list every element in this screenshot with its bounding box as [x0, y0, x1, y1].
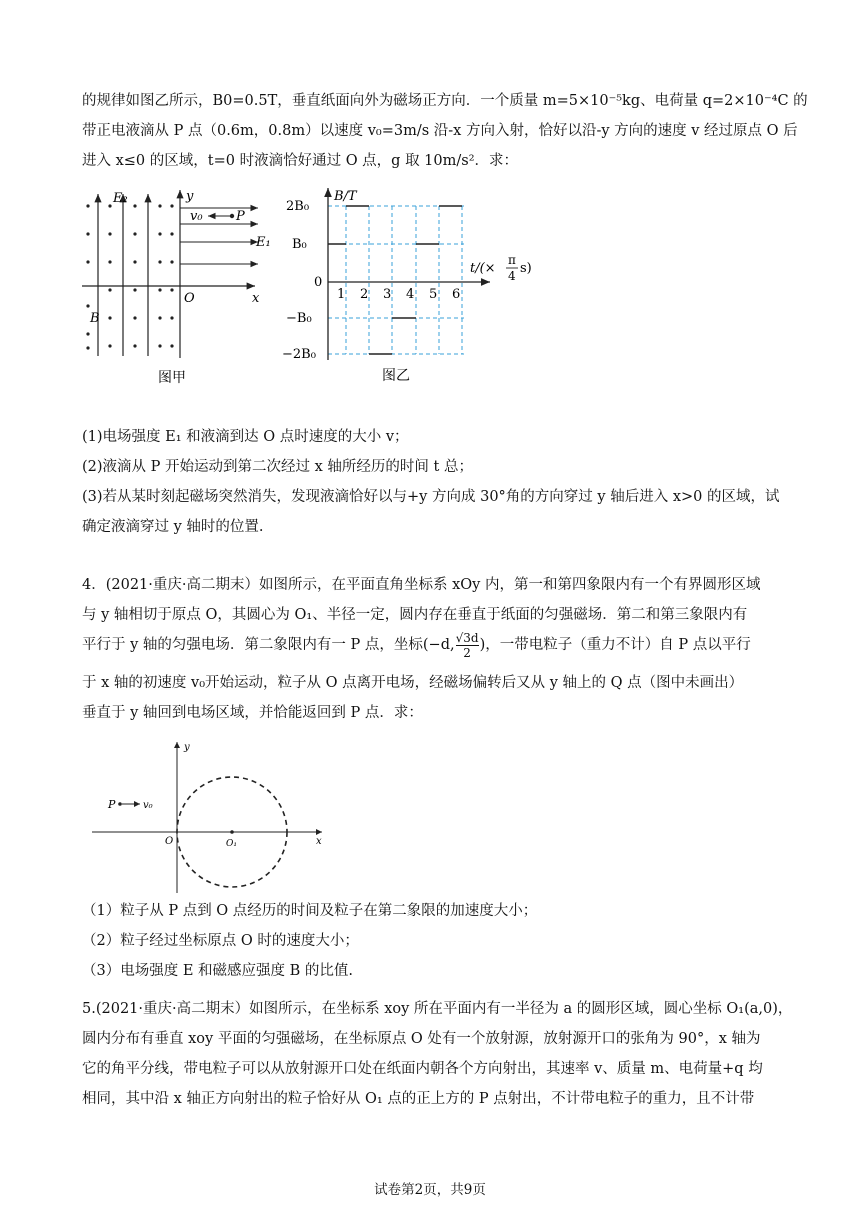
question-2: (2)液滴从 P 开始运动到第二次经过 x 轴所经历的时间 t 总； — [82, 459, 473, 475]
figure-yi — [282, 184, 542, 388]
text-line: 它的角平分线，带电粒子可以从放射源开口处在纸面内朝各个方向射出，其速率 v、质量 m、电荷量+q 均 — [82, 1061, 763, 1077]
figure-caption: 图乙 — [382, 368, 410, 384]
problem-3-questions — [82, 422, 782, 542]
label-o: O — [184, 291, 195, 306]
label-p: P — [236, 209, 245, 224]
label-o1: O₁ — [226, 839, 237, 849]
text-line: 4．(2021·重庆·高二期末）如图所示，在平面直角坐标系 xOy 内，第一和第四象限内有一个有界圆形区域 — [82, 577, 761, 593]
text-line: 带正电液滴从 P 点（0.6m，0.8m）以速度 v₀=3m/s 沿-x 方向入射，恰好以沿-y 方向的速度 v 经过原点 O 后 — [82, 123, 798, 139]
label-v0: v₀ — [143, 800, 153, 811]
label-v0: v₀ — [190, 209, 203, 224]
label-e2: E₂ — [113, 191, 128, 206]
problem-3-text — [82, 86, 808, 176]
tick-1: 1 — [337, 287, 346, 302]
figure-jia — [80, 186, 280, 386]
question-3: （3）电场强度 E 和磁感应强度 B 的比值. — [82, 963, 354, 979]
problem-4-questions — [82, 896, 782, 986]
text-line: 圆内分布有垂直 xoy 平面的匀强磁场，在坐标原点 O 处有一个放射源，放射源开口的张角为 90°，x 轴为 — [82, 1031, 761, 1047]
svg-text:π: π — [508, 253, 516, 267]
tick-zero: 0 — [314, 275, 323, 290]
label-o: O — [165, 836, 174, 847]
text-line: 进入 x≤0 的区域，t=0 时液滴恰好通过 O 点，g 取 10m/s²．求： — [82, 153, 519, 169]
label-x: x — [316, 836, 322, 847]
svg-text:t/(×: t/(× — [470, 261, 496, 276]
text-line: 的规律如图乙所示，B0=0.5T，垂直纸面向外为磁场正方向．一个质量 m=5×10⁻⁵kg、电荷量 q=2×10⁻⁴C 的 — [82, 93, 808, 109]
tick-2b0: 2B₀ — [286, 199, 310, 214]
text-line: 相同，其中沿 x 轴正方向射出的粒子恰好从 O₁ 点的正上方的 P 点射出，不计带电粒子的重力，且不计带 — [82, 1091, 755, 1107]
tick-6: 6 — [452, 287, 461, 302]
question-3-cont: 确定液滴穿过 y 轴时的位置. — [82, 519, 264, 535]
text-line: 平行于 y 轴的匀强电场．第二象限内有一 P 点，坐标(−d, $\frac{√3d}{2}$ )，一带电粒子（重力不计）自 P 点以平行 — [82, 630, 751, 660]
tick-neg-2b0: −2B₀ — [282, 347, 316, 362]
tick-b0: B₀ — [292, 237, 307, 252]
center-o1 — [230, 830, 234, 834]
label-e1: E₁ — [256, 235, 271, 250]
question-2: （2）粒子经过坐标原点 O 时的速度大小； — [82, 933, 359, 949]
question-1: （1）粒子从 P 点到 O 点经历的时间及粒子在第二象限的加速度大小； — [82, 903, 538, 919]
tick-3: 3 — [383, 287, 392, 302]
b-t-graph — [328, 206, 462, 354]
text-line: 5.(2021·重庆·高二期末）如图所示，在坐标系 xoy 所在平面内有一半径为 a 的圆形区域，圆心坐标 O₁(a,0)， — [82, 1001, 793, 1017]
figure-caption: 图甲 — [158, 370, 186, 386]
tick-neg-b0: −B₀ — [286, 311, 312, 326]
tick-4: 4 — [406, 287, 415, 302]
question-3: (3)若从某时刻起磁场突然消失，发现液滴恰好以与+y 方向成 30°角的方向穿过 y 轴后进入 x>0 的区域，试 — [82, 489, 780, 505]
page-footer: 试卷第2页，共9页 — [374, 1182, 486, 1198]
problem-5-text — [82, 994, 793, 1114]
question-1: (1)电场强度 E₁ 和液滴到达 O 点时速度的大小 v； — [82, 429, 409, 445]
axis-label-b: B/T — [334, 189, 357, 204]
figure-problem-4 — [92, 738, 332, 896]
point-p — [118, 802, 122, 806]
label-y: y — [184, 742, 190, 753]
label-b: B — [90, 311, 100, 326]
svg-text:4: 4 — [508, 269, 516, 283]
dashed-grid — [328, 206, 464, 354]
tick-5: 5 — [429, 287, 438, 302]
tick-2: 2 — [360, 287, 369, 302]
text-line: 于 x 轴的初速度 v₀开始运动，粒子从 O 点离开电场，经磁场偏转后又从 y 轴上的 Q 点（图中未画出） — [82, 675, 744, 691]
magnetic-field-dots — [86, 204, 173, 349]
text-line: 与 y 轴相切于原点 O，其圆心为 O₁、半径一定，圆内存在垂直于纸面的匀强磁场．第二和第三象限内有 — [82, 607, 748, 623]
problem-4-text — [82, 570, 782, 728]
axis-label-t — [470, 253, 532, 283]
point-p — [230, 214, 234, 218]
label-x: x — [252, 291, 260, 306]
label-y: y — [186, 189, 194, 204]
svg-text:s): s) — [520, 261, 532, 276]
coordinate-formula: (−d, $\frac{√3d}{2}$ ) — [422, 630, 486, 660]
label-p: P — [108, 798, 116, 811]
text-line: 垂直于 y 轴回到电场区域，并恰能返回到 P 点．求： — [82, 705, 423, 721]
